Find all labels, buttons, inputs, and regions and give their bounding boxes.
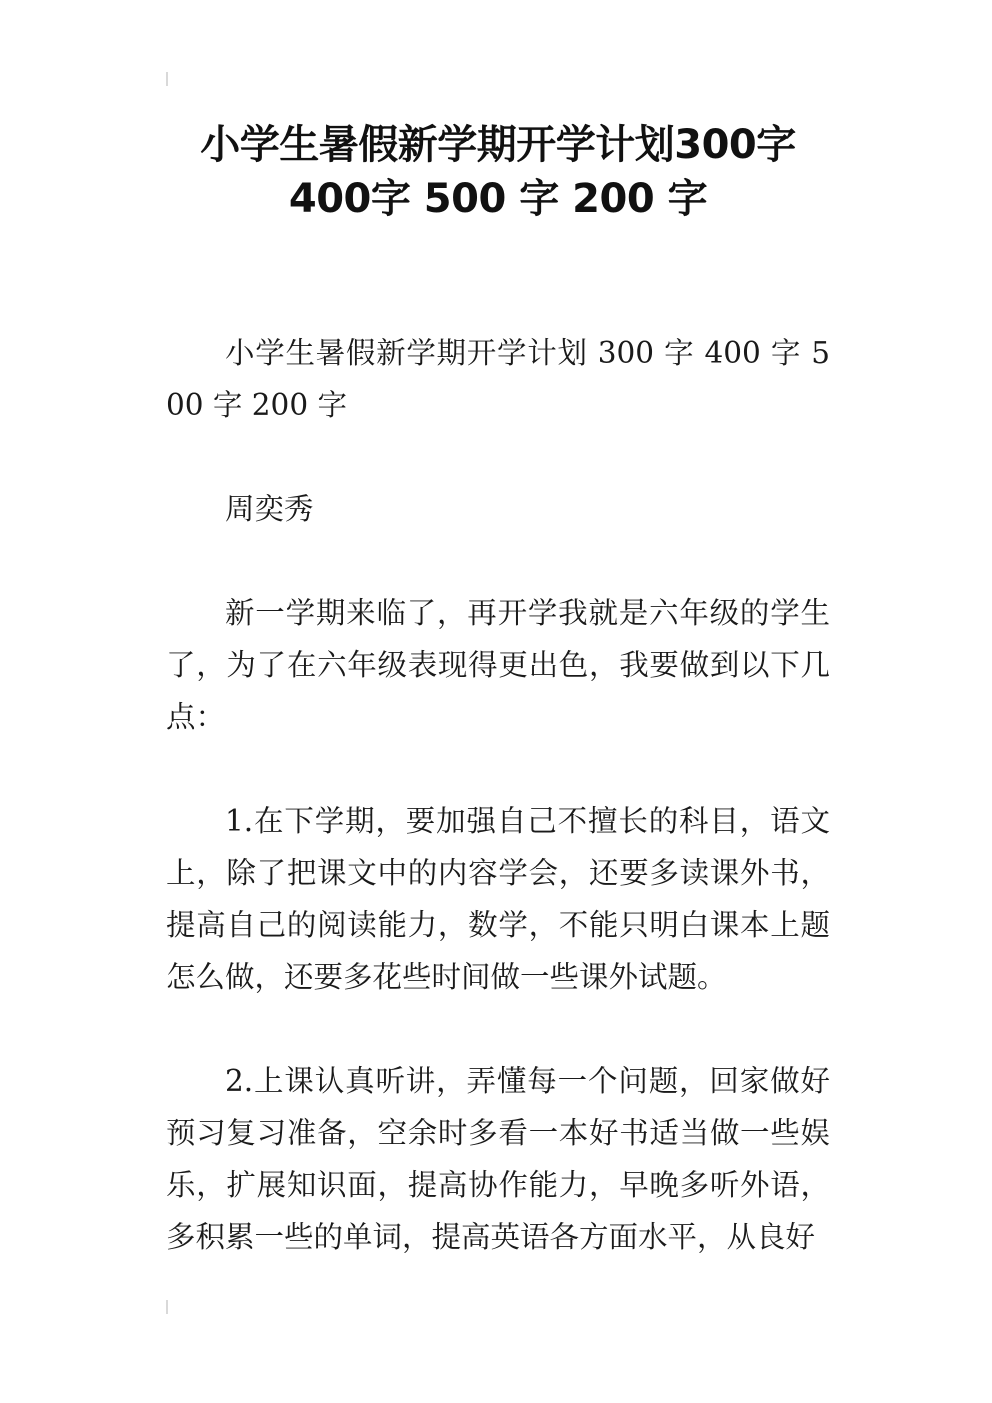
point-one-paragraph: 1.在下学期，要加强自己不擅长的科目，语文上，除了把课文中的内容学会，还要多读课外书，提高自己的阅读能力，数学，不能只明白课本上题怎么做，还要多花些时间做一些课外试题。 [166, 804, 830, 994]
intro-paragraph: 新一学期来临了，再开学我就是六年级的学生了，为了在六年级表现得更出色，我要做到以下几点： [166, 596, 830, 734]
subtitle-paragraph: 小学生暑假新学期开学计划 300 字 400 字 500 字 200 字 [166, 336, 830, 422]
document-body [166, 327, 830, 1315]
bottom-corner-mark [166, 1300, 168, 1314]
point-two-paragraph: 2.上课认真听讲，弄懂每一个问题，回家做好预习复习准备，空余时多看一本好书适当做一些娱乐，扩展知识面，提高协作能力，早晚多听外语，多积累一些的单词，提高英语各方面水平，从良好 [166, 1064, 830, 1254]
author-paragraph: 周奕秀 [225, 492, 314, 526]
top-corner-mark [166, 72, 168, 86]
document-title: 小学生暑假新学期开学计划300字400字 500 字 200 字 [200, 122, 796, 222]
